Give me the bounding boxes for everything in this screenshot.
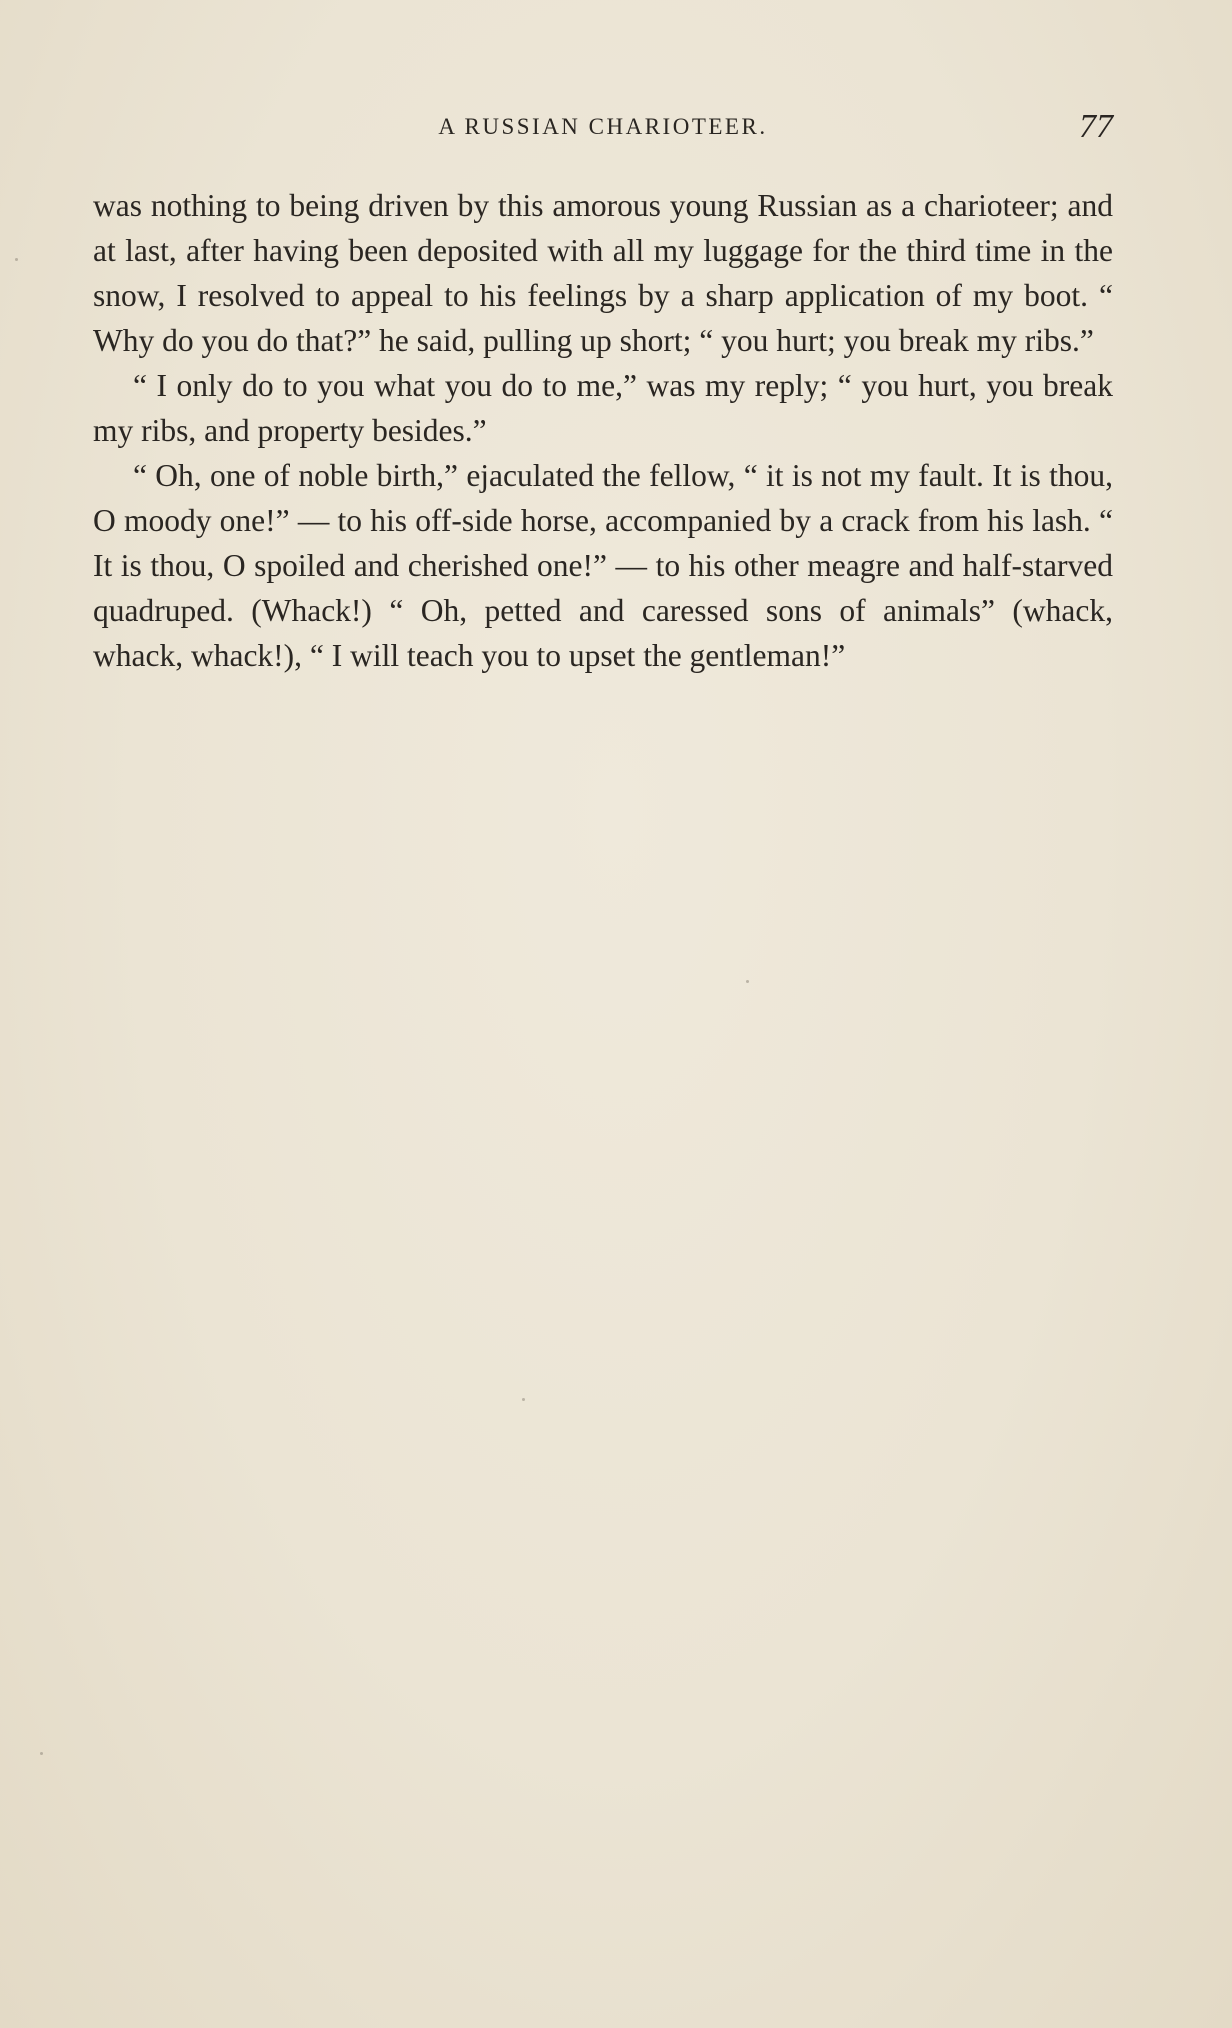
page-number: 77 — [1079, 108, 1113, 145]
paragraph-3: “ Oh, one of noble birth,” ejaculated the fellow, “ it is not my fault. It is thou, O moody one!” — to his off-side horse, accompanied by a crack from his lash. “ It is thou, O spoiled and cherished one!” — to his other meagre and half-starved quadruped. (Whack!) “ Oh, petted and caressed sons of animals” (whack, whack, whack!), “ I will teach you to upset the gentleman!” — [93, 458, 1113, 673]
paper-speck — [746, 980, 749, 983]
paragraph-2: “ I only do to you what you do to me,” was my reply; “ you hurt, you break my ribs, and property besides.” — [93, 368, 1113, 448]
running-title: A RUSSIAN CHARIOTEER. — [438, 114, 768, 139]
running-head — [93, 108, 1113, 148]
body-text — [93, 183, 1113, 678]
paragraph-1: was nothing to being driven by this amorous young Russian as a charioteer; and at last, after having been deposited with all my luggage for the third time in the snow, I resolved to appeal to his feelings by a sharp application of my boot. “ Why do you do that?” he said, pulling up short; “ you hurt; you break my ribs.” — [93, 188, 1113, 358]
paper-speck — [40, 1752, 43, 1755]
paper-speck — [522, 1398, 525, 1401]
paper-speck — [15, 258, 18, 261]
